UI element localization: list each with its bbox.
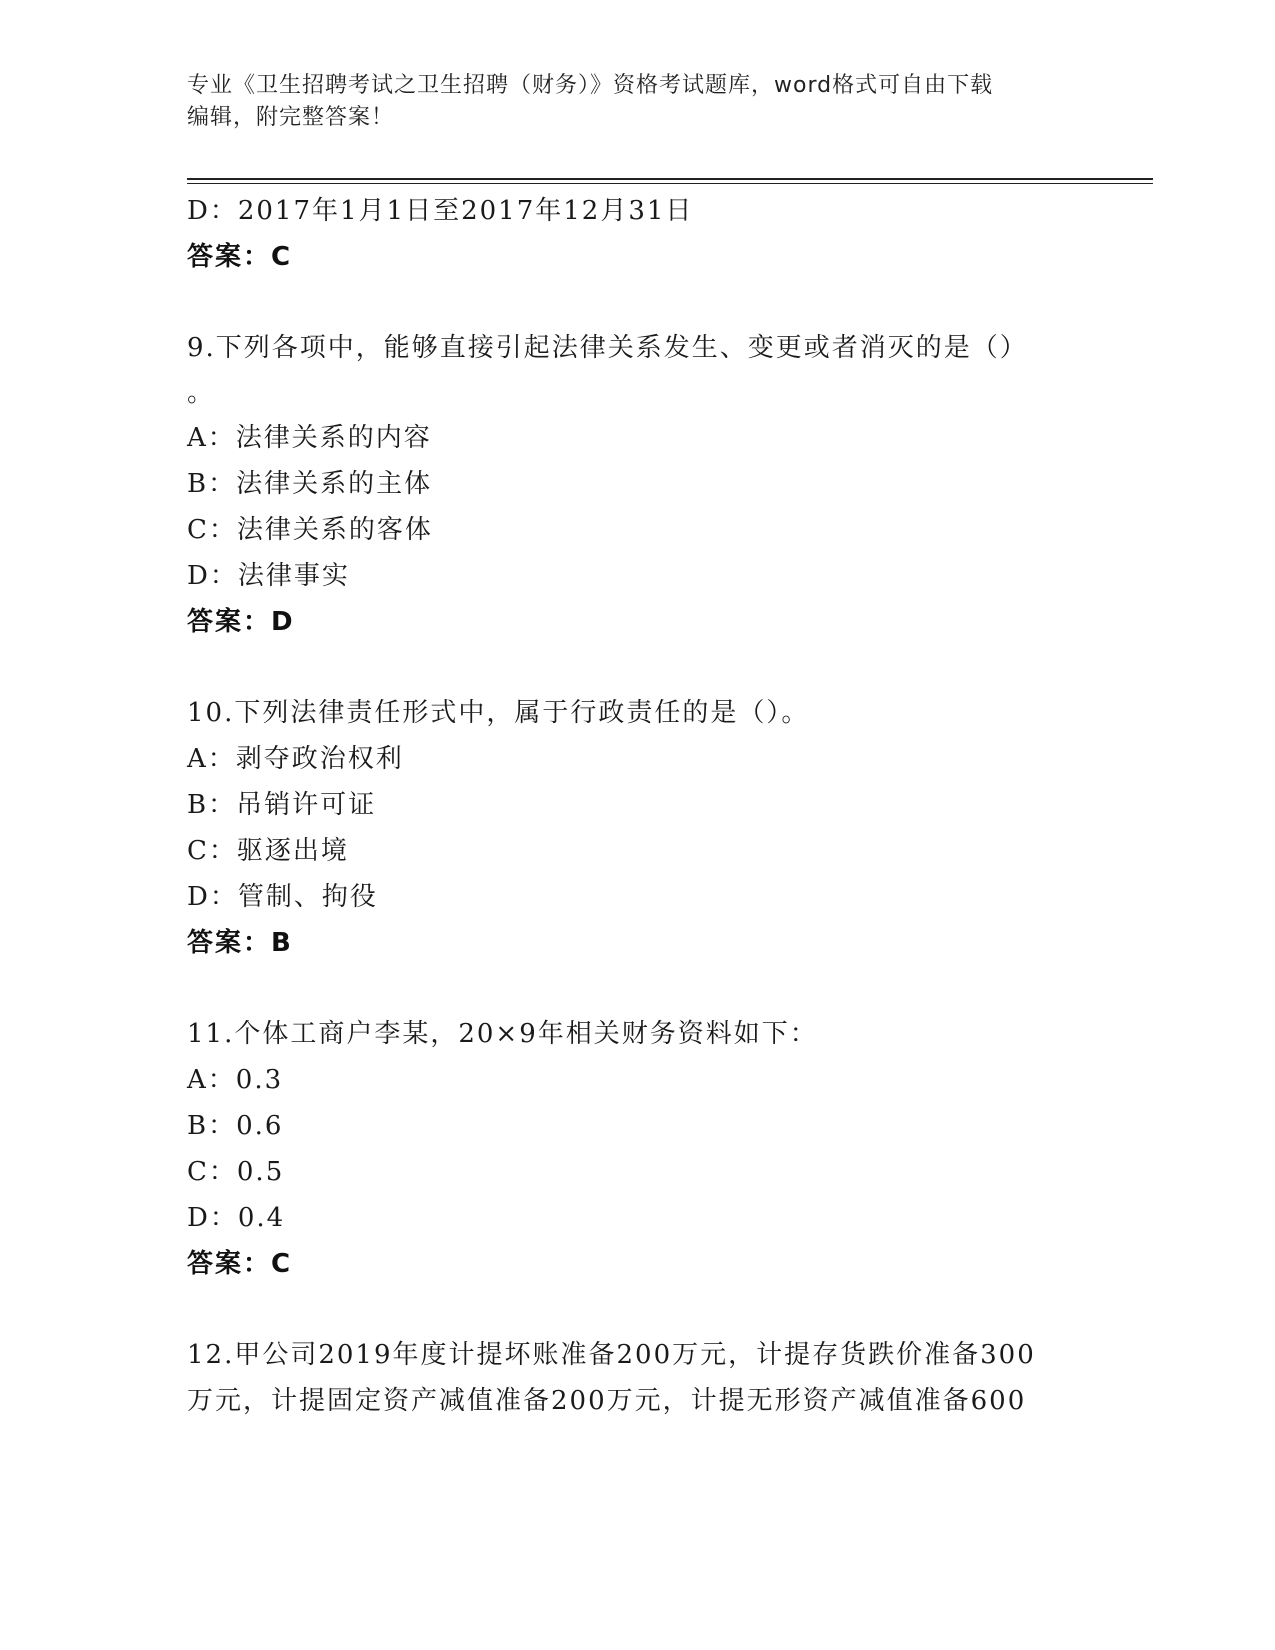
option-a: A：法律关系的内容 xyxy=(187,423,432,453)
question-12 xyxy=(187,1332,1087,1424)
answer: 答案：D xyxy=(187,607,295,637)
question-stem: 10.下列法律责任形式中，属于行政责任的是（）。 xyxy=(187,698,810,728)
question-stem-continued: 。 xyxy=(187,378,216,408)
header-line-2: 编辑，附完整答案！ xyxy=(187,105,395,130)
question-stem: 11.个体工商户李某，20×9年相关财务资料如下： xyxy=(187,1019,818,1049)
option-a: A：0.3 xyxy=(187,1065,284,1095)
answer: 答案：C xyxy=(187,1249,293,1279)
option-b: B：吊销许可证 xyxy=(187,790,377,820)
header-divider-thin xyxy=(187,183,1153,184)
option-d: D：0.4 xyxy=(187,1203,286,1233)
question-stem: 12.甲公司2019年度计提坏账准备200万元，计提存货跌价准备300 xyxy=(187,1340,1036,1370)
option-b: B：法律关系的主体 xyxy=(187,469,433,499)
header-line-1: 专业《卫生招聘考试之卫生招聘（财务）》资格考试题库，word格式可自由下载 xyxy=(187,73,994,98)
option-b: B：0.6 xyxy=(187,1111,284,1141)
option-d: D：法律事实 xyxy=(187,561,350,591)
option-c: C：0.5 xyxy=(187,1157,285,1187)
question-stem-continued: 万元，计提固定资产减值准备200万元，计提无形资产减值准备600 xyxy=(187,1386,1027,1416)
option-d: D：管制、拘役 xyxy=(187,882,378,912)
option-c: C：驱逐出境 xyxy=(187,836,349,866)
answer: 答案：B xyxy=(187,928,293,958)
page-header xyxy=(187,70,1087,134)
continued-answer: 答案：C xyxy=(187,242,293,272)
question-stem: 9.下列各项中，能够直接引起法律关系发生、变更或者消灭的是（） xyxy=(187,333,1028,363)
question-content xyxy=(187,188,1087,1424)
question-10 xyxy=(187,690,1087,966)
header-divider-thick xyxy=(187,178,1153,180)
question-9 xyxy=(187,325,1087,645)
option-c: C：法律关系的客体 xyxy=(187,515,433,545)
option-a: A：剥夺政治权利 xyxy=(187,744,404,774)
continued-option-d: D：2017年1月1日至2017年12月31日 xyxy=(187,196,694,226)
question-11 xyxy=(187,1011,1087,1287)
